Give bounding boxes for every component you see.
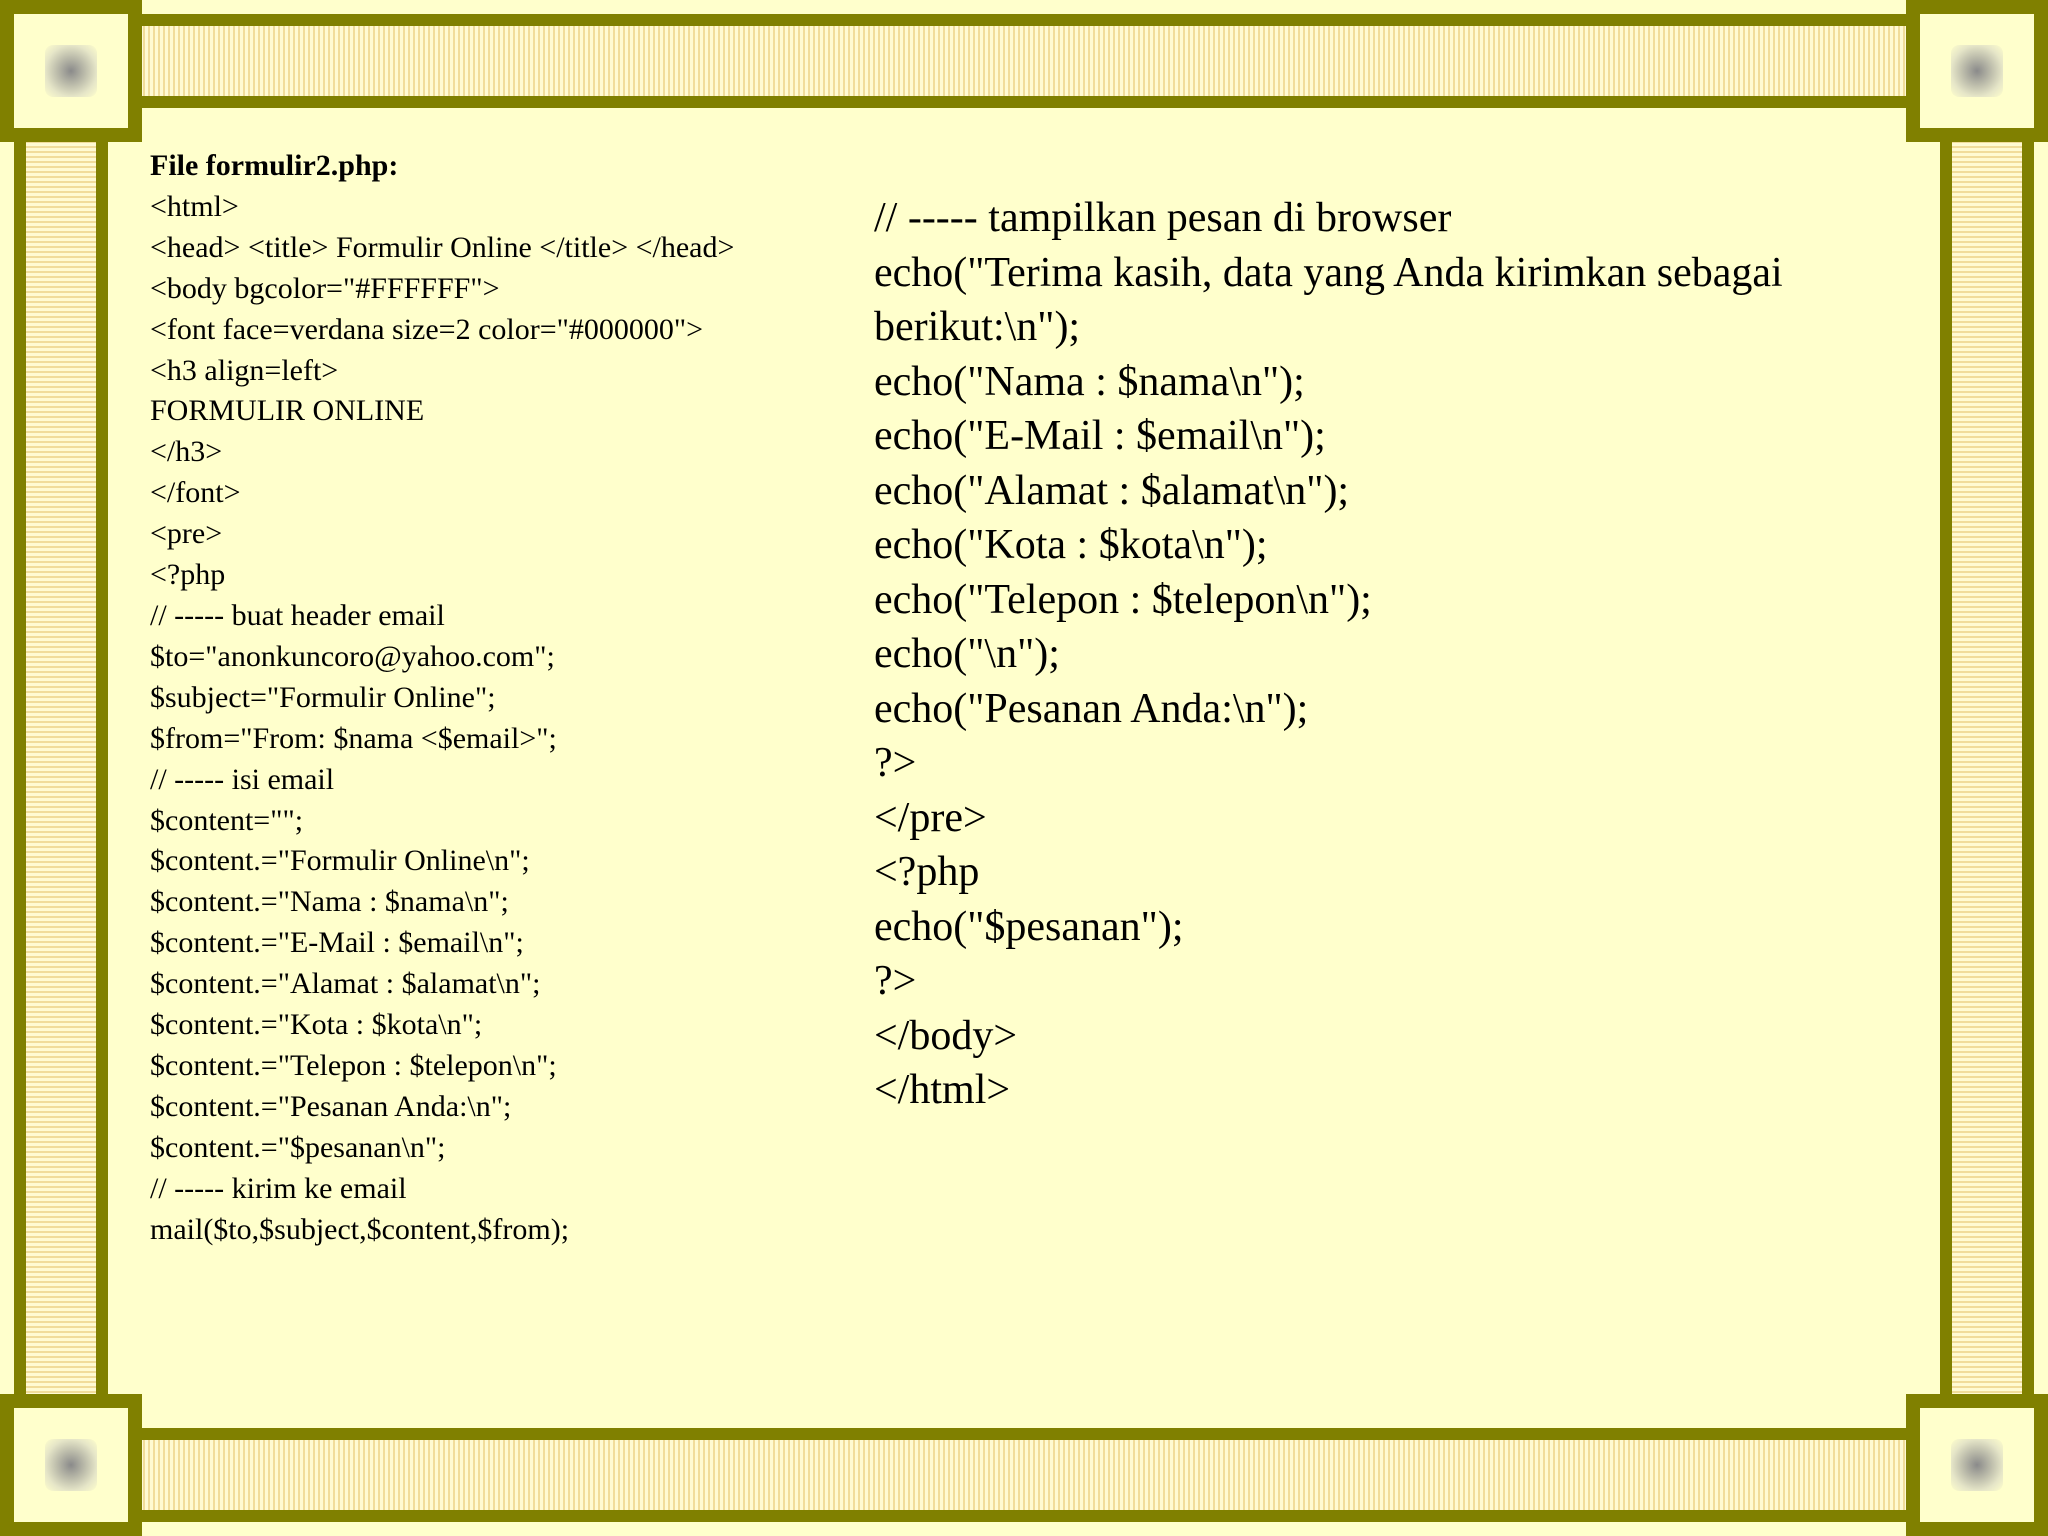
code-line: // ----- buat header email bbox=[150, 598, 445, 632]
frame-corner-bottom-left bbox=[0, 1394, 142, 1536]
code-line: <font face=verdana size=2 color="#000000"> bbox=[150, 312, 704, 346]
code-line: echo("Kota : $kota\n"); bbox=[874, 522, 1268, 568]
frame-bottom-band bbox=[126, 1428, 1922, 1522]
code-line: <?php bbox=[874, 849, 980, 895]
code-line: <head> <title> Formulir Online </title> </head> bbox=[150, 230, 735, 264]
code-line: </h3> bbox=[150, 435, 223, 469]
code-line: $content=""; bbox=[150, 803, 304, 837]
code-line: $from="From: $nama <$email>"; bbox=[150, 721, 557, 755]
code-line: ?> bbox=[874, 958, 917, 1004]
code-line: ?> bbox=[874, 740, 917, 786]
code-line: // ----- isi email bbox=[150, 762, 335, 796]
code-line: // ----- tampilkan pesan di browser bbox=[874, 195, 1452, 241]
code-listing-left bbox=[150, 146, 840, 1250]
code-line: $content.="Formulir Online\n"; bbox=[150, 844, 530, 878]
code-line: $content.="Telepon : $telepon\n"; bbox=[150, 1048, 557, 1082]
code-line: $content.="Alamat : $alamat\n"; bbox=[150, 967, 541, 1001]
code-line: $content.="Kota : $kota\n"; bbox=[150, 1008, 483, 1042]
code-line: <body bgcolor="#FFFFFF"> bbox=[150, 271, 500, 305]
frame-corner-top-right bbox=[1906, 0, 2048, 142]
code-line: echo("Pesanan Anda:\n"); bbox=[874, 685, 1309, 732]
code-line: FORMULIR ONLINE bbox=[150, 394, 425, 428]
code-line: echo("Nama : $nama\n"); bbox=[874, 358, 1305, 405]
corner-knob-icon bbox=[45, 45, 97, 97]
corner-knob-icon bbox=[1951, 45, 2003, 97]
code-line: $content.="E-Mail : $email\n"; bbox=[150, 926, 524, 960]
frame-corner-top-left bbox=[0, 0, 142, 142]
code-line: <pre> bbox=[150, 517, 223, 551]
code-line: <h3 align=left> bbox=[150, 353, 339, 387]
code-line: echo("E-Mail : $email\n"); bbox=[874, 413, 1326, 459]
code-line: echo("Alamat : $alamat\n"); bbox=[874, 467, 1350, 514]
code-line: $to="anonkuncoro@yahoo.com"; bbox=[150, 639, 555, 673]
corner-knob-icon bbox=[1951, 1439, 2003, 1491]
code-line: // ----- kirim ke email bbox=[150, 1171, 407, 1205]
code-line: </html> bbox=[874, 1067, 1011, 1113]
file-title: File formulir2.php: bbox=[150, 149, 399, 182]
code-line: </body> bbox=[874, 1012, 1018, 1059]
code-line: echo("Telepon : $telepon\n"); bbox=[874, 576, 1372, 623]
code-line: mail($to,$subject,$content,$from); bbox=[150, 1212, 570, 1246]
frame-corner-bottom-right bbox=[1906, 1394, 2048, 1536]
code-line: $content.="Pesanan Anda:\n"; bbox=[150, 1089, 512, 1123]
frame-top-band bbox=[126, 14, 1922, 108]
code-line: <?php bbox=[150, 558, 226, 592]
code-line: $content.="Nama : $nama\n"; bbox=[150, 885, 509, 919]
code-line: <html> bbox=[150, 189, 239, 223]
corner-knob-icon bbox=[45, 1439, 97, 1491]
code-line: $content.="$pesanan\n"; bbox=[150, 1130, 446, 1164]
code-listing-right bbox=[874, 191, 1894, 1118]
code-line: echo("Terima kasih, data yang Anda kirimkan sebagai bbox=[874, 249, 1783, 296]
code-line: $subject="Formulir Online"; bbox=[150, 680, 496, 714]
code-line: echo("\n"); bbox=[874, 631, 1060, 677]
frame-left-band bbox=[14, 126, 108, 1410]
code-line: echo("$pesanan"); bbox=[874, 903, 1184, 950]
frame-right-band bbox=[1940, 126, 2034, 1410]
code-line: </pre> bbox=[874, 794, 987, 841]
code-line: berikut:\n"); bbox=[874, 304, 1081, 350]
code-line: </font> bbox=[150, 476, 241, 510]
